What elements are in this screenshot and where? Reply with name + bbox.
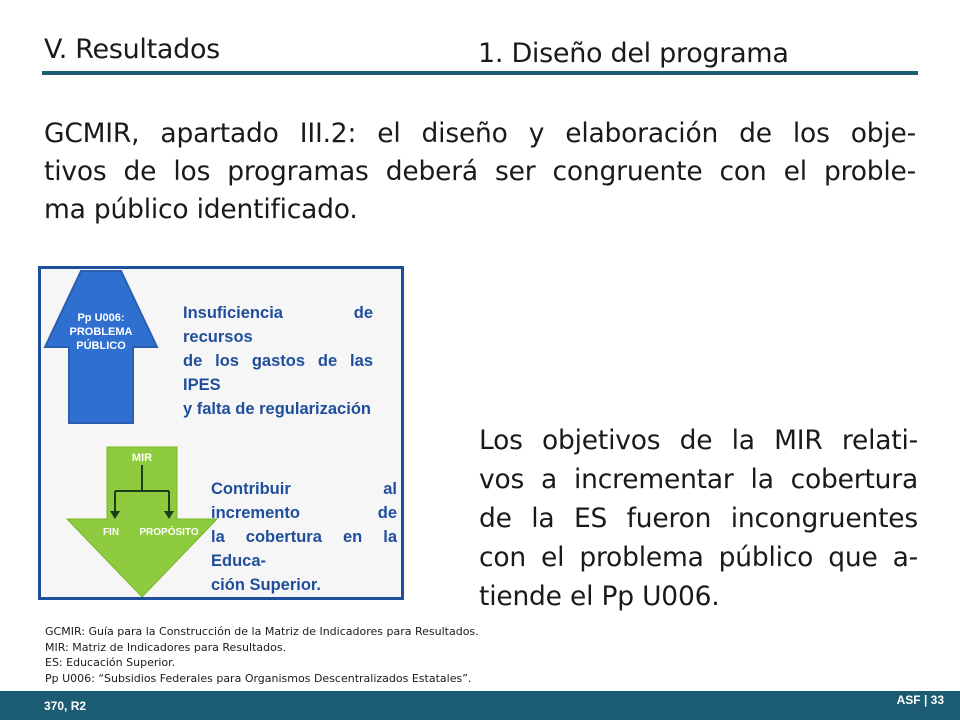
footnote: ES: Educación Superior.: [45, 656, 176, 669]
intro-line: GCMIR, apartado III.2: el diseño y elaboración de los obje-: [44, 118, 916, 149]
intro-line: ma público identificado.: [44, 194, 358, 225]
result-paragraph: [479, 421, 918, 616]
objective-text: [211, 477, 397, 597]
problem-line: de los gastos de las IPES: [183, 352, 373, 394]
slide-reference: 370, R2: [44, 699, 87, 713]
footnote: Pp U006: “Subsidios Federales para Organismos Descentralizados Estatales”.: [45, 671, 472, 685]
footnote: MIR: Matriz de Indicadores para Resultados.: [45, 640, 287, 654]
problem-line: y falta de regularización: [183, 400, 371, 418]
intro-line: tivos de los programas deberá ser congruente con el proble-: [44, 156, 916, 187]
proposito-label: PROPÓSITO: [139, 527, 199, 538]
objective-line: ción Superior.: [211, 576, 322, 594]
header-rule: [42, 71, 918, 75]
problem-line: Insuficiencia de recursos: [183, 304, 373, 346]
objective-line: Contribuir al incremento de: [211, 480, 397, 522]
up-arrow-line: PÚBLICO: [76, 340, 126, 352]
section-title: V. Resultados: [44, 34, 220, 65]
up-arrow-line: Pp U006:: [77, 312, 125, 324]
up-arrow-line: PROBLEMA: [69, 326, 133, 338]
result-line: vos a incrementar la cobertura: [479, 464, 918, 495]
page-number: ASF | 33: [896, 693, 944, 707]
result-line: de la ES fueron incongruentes: [479, 503, 918, 534]
result-line: con el problema público que a-: [479, 542, 918, 573]
logic-diagram: [38, 266, 404, 600]
footnote: GCMIR: Guía para la Construcción de la Matriz de Indicadores para Resultados.: [45, 625, 479, 638]
objective-line: la cobertura en la Educa-: [211, 528, 397, 570]
result-line: Los objetivos de la MIR relati-: [479, 425, 918, 456]
problem-text: [183, 301, 373, 421]
intro-paragraph: [44, 115, 916, 229]
footnotes: [45, 624, 745, 686]
footer-bar: [0, 691, 960, 720]
subsection-title: 1. Diseño del programa: [478, 38, 789, 69]
up-arrow-label: [69, 311, 133, 353]
mir-label: MIR: [131, 452, 153, 464]
fin-label: FIN: [102, 527, 120, 538]
result-line: tiende el Pp U006.: [479, 581, 720, 612]
